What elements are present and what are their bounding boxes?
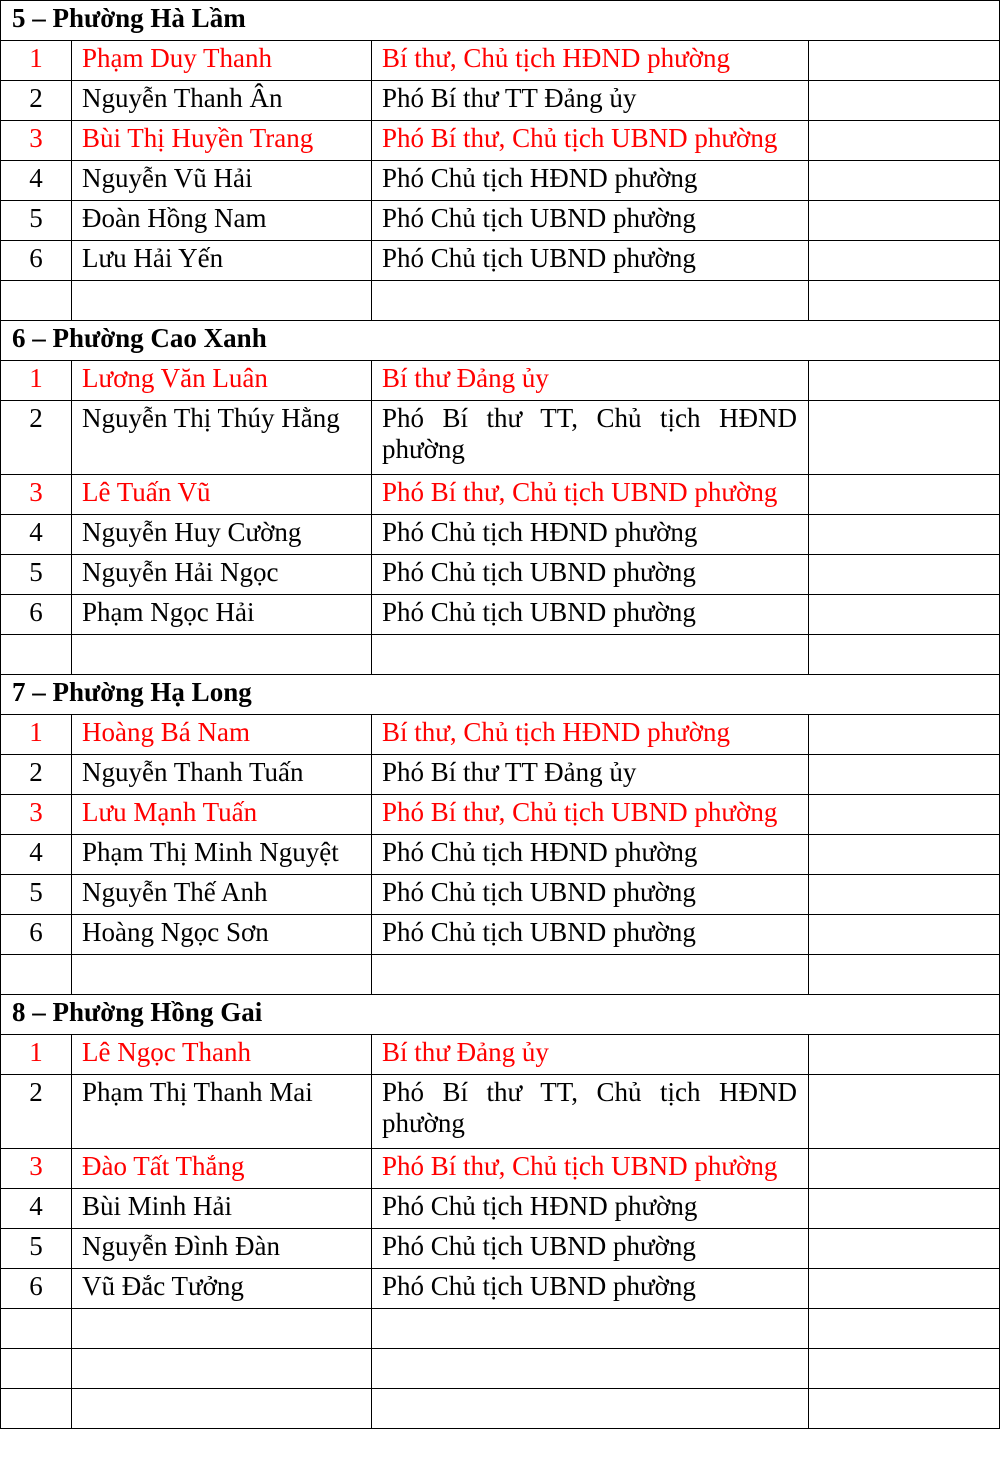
official-name	[72, 795, 372, 835]
note-cell	[809, 555, 1000, 595]
note-cell-text	[819, 955, 989, 957]
note-cell-text	[819, 161, 989, 163]
official-position	[372, 1309, 809, 1349]
official-position	[372, 1349, 809, 1389]
official-name	[72, 361, 372, 401]
table-row	[1, 161, 1000, 201]
note-cell	[809, 1149, 1000, 1189]
note-cell-text	[819, 281, 989, 283]
row-number-text: 5	[29, 203, 43, 233]
official-name-text: Nguyễn Đình Đàn	[82, 1231, 280, 1261]
official-name-text: Phạm Duy Thanh	[82, 43, 272, 73]
official-name	[72, 715, 372, 755]
official-position	[372, 915, 809, 955]
official-name	[72, 241, 372, 281]
official-name-text: Hoàng Bá Nam	[82, 717, 250, 747]
table-row	[1, 635, 1000, 675]
official-position-text: Phó Bí thư, Chủ tịch UBND phường	[382, 123, 778, 153]
official-position-text: Phó Chủ tịch UBND phường	[382, 557, 696, 587]
note-cell	[809, 915, 1000, 955]
section-header-row	[1, 995, 1000, 1035]
official-position-text: Bí thư Đảng ủy	[382, 1037, 549, 1067]
official-name-text	[82, 281, 361, 283]
row-number-text: 2	[29, 757, 43, 787]
row-number	[1, 555, 72, 595]
official-position-text: Phó Chủ tịch HĐND phường	[382, 163, 698, 193]
row-number-text: 3	[29, 797, 43, 827]
official-name	[72, 635, 372, 675]
note-cell	[809, 955, 1000, 995]
table-row	[1, 715, 1000, 755]
official-position	[372, 81, 809, 121]
official-name-text: Bùi Thị Huyền Trang	[82, 123, 314, 153]
note-cell-text	[819, 1349, 989, 1351]
official-position-text: Phó Chủ tịch UBND phường	[382, 203, 696, 233]
note-cell	[809, 755, 1000, 795]
row-number	[1, 41, 72, 81]
note-cell	[809, 121, 1000, 161]
official-name-text: Đào Tất Thắng	[82, 1151, 245, 1181]
note-cell	[809, 1229, 1000, 1269]
official-position-text: Phó Bí thư TT Đảng ủy	[382, 83, 637, 113]
note-cell-text	[819, 201, 989, 203]
row-number	[1, 81, 72, 121]
table-row	[1, 875, 1000, 915]
row-number-text: 4	[29, 517, 43, 547]
official-position	[372, 281, 809, 321]
note-cell-text	[819, 1229, 989, 1231]
row-number-text	[1, 1389, 71, 1391]
note-cell	[809, 41, 1000, 81]
official-position-text: Phó Bí thư TT, Chủ tịch HĐND phường	[382, 403, 797, 464]
row-number-text: 2	[29, 83, 43, 113]
official-position	[372, 1035, 809, 1075]
note-cell-text	[819, 401, 989, 403]
official-position-text: Phó Chủ tịch UBND phường	[382, 877, 696, 907]
note-cell	[809, 161, 1000, 201]
section-title-text: 7 – Phường Hạ Long	[12, 677, 252, 707]
row-number-text: 6	[29, 597, 43, 627]
official-name	[72, 1149, 372, 1189]
official-name-text: Vũ Đắc Tưởng	[82, 1271, 244, 1301]
row-number	[1, 795, 72, 835]
row-number	[1, 401, 72, 475]
officials-table-body	[1, 1, 1000, 1429]
official-name	[72, 201, 372, 241]
official-position-text	[382, 1389, 797, 1391]
note-cell-text	[819, 1189, 989, 1191]
row-number-text	[1, 635, 71, 637]
section-title	[1, 1, 1000, 41]
row-number-text: 5	[29, 877, 43, 907]
official-name	[72, 515, 372, 555]
row-number-text	[1, 955, 71, 957]
table-row	[1, 281, 1000, 321]
official-name	[72, 401, 372, 475]
official-position-text: Bí thư Đảng ủy	[382, 363, 549, 393]
official-position	[372, 161, 809, 201]
official-name	[72, 1229, 372, 1269]
official-position-text: Phó Chủ tịch UBND phường	[382, 1271, 696, 1301]
official-position	[372, 835, 809, 875]
table-row	[1, 201, 1000, 241]
official-position-text: Phó Bí thư TT Đảng ủy	[382, 757, 637, 787]
row-number-text: 3	[29, 477, 43, 507]
note-cell-text	[819, 515, 989, 517]
official-name	[72, 81, 372, 121]
official-name-text: Lương Văn Luân	[82, 363, 268, 393]
official-position	[372, 475, 809, 515]
official-position-text: Phó Chủ tịch HĐND phường	[382, 837, 698, 867]
official-name	[72, 1389, 372, 1429]
note-cell-text	[819, 81, 989, 83]
table-row	[1, 1149, 1000, 1189]
table-row	[1, 1349, 1000, 1389]
official-position-text: Bí thư, Chủ tịch HĐND phường	[382, 43, 731, 73]
table-row	[1, 121, 1000, 161]
official-name-text: Bùi Minh Hải	[82, 1191, 233, 1221]
row-number-text	[1, 1349, 71, 1351]
official-position-text: Phó Bí thư, Chủ tịch UBND phường	[382, 477, 778, 507]
official-position	[372, 121, 809, 161]
row-number	[1, 515, 72, 555]
note-cell-text	[819, 1309, 989, 1311]
row-number	[1, 915, 72, 955]
note-cell-text	[819, 875, 989, 877]
table-row	[1, 1035, 1000, 1075]
table-row	[1, 755, 1000, 795]
official-name	[72, 875, 372, 915]
official-name-text: Nguyễn Vũ Hải	[82, 163, 253, 193]
official-name-text: Hoàng Ngọc Sơn	[82, 917, 269, 947]
official-name	[72, 1189, 372, 1229]
official-position-text: Phó Chủ tịch UBND phường	[382, 1231, 696, 1261]
row-number-text: 6	[29, 243, 43, 273]
note-cell	[809, 715, 1000, 755]
row-number	[1, 1075, 72, 1149]
row-number	[1, 835, 72, 875]
row-number	[1, 241, 72, 281]
table-row	[1, 1389, 1000, 1429]
official-position	[372, 875, 809, 915]
row-number	[1, 201, 72, 241]
table-row	[1, 1189, 1000, 1229]
table-row	[1, 1075, 1000, 1149]
note-cell	[809, 201, 1000, 241]
row-number	[1, 1229, 72, 1269]
note-cell-text	[819, 715, 989, 717]
section-title-text: 8 – Phường Hồng Gai	[12, 997, 263, 1027]
official-name-text: Phạm Thị Minh Nguyệt	[82, 837, 339, 867]
official-position	[372, 1269, 809, 1309]
note-cell-text	[819, 635, 989, 637]
official-position-text: Phó Chủ tịch UBND phường	[382, 597, 696, 627]
official-position-text: Phó Bí thư, Chủ tịch UBND phường	[382, 1151, 778, 1181]
official-name	[72, 281, 372, 321]
official-name	[72, 1075, 372, 1149]
official-position	[372, 1229, 809, 1269]
note-cell-text	[819, 1075, 989, 1077]
table-row	[1, 81, 1000, 121]
table-row	[1, 915, 1000, 955]
row-number-text: 3	[29, 123, 43, 153]
row-number	[1, 475, 72, 515]
note-cell-text	[819, 475, 989, 477]
official-position	[372, 755, 809, 795]
official-position-text: Phó Bí thư, Chủ tịch UBND phường	[382, 797, 778, 827]
row-number-text: 5	[29, 1231, 43, 1261]
note-cell	[809, 515, 1000, 555]
official-name-text: Nguyễn Huy Cường	[82, 517, 302, 547]
note-cell	[809, 1309, 1000, 1349]
official-position-text	[382, 955, 797, 957]
table-row	[1, 835, 1000, 875]
row-number-text: 5	[29, 557, 43, 587]
note-cell	[809, 401, 1000, 475]
official-name-text	[82, 1389, 361, 1391]
official-name-text	[82, 635, 361, 637]
table-row	[1, 955, 1000, 995]
section-header-row	[1, 675, 1000, 715]
row-number-text: 1	[29, 363, 43, 393]
row-number-text: 1	[29, 1037, 43, 1067]
official-name	[72, 835, 372, 875]
row-number	[1, 1389, 72, 1429]
note-cell	[809, 635, 1000, 675]
note-cell	[809, 1035, 1000, 1075]
table-row	[1, 475, 1000, 515]
official-position	[372, 201, 809, 241]
note-cell-text	[819, 595, 989, 597]
table-row	[1, 1269, 1000, 1309]
table-row	[1, 401, 1000, 475]
row-number-text	[1, 1309, 71, 1311]
row-number	[1, 715, 72, 755]
table-row	[1, 595, 1000, 635]
official-position	[372, 515, 809, 555]
section-header-row	[1, 321, 1000, 361]
official-name-text: Lưu Hải Yến	[82, 243, 224, 273]
table-row	[1, 41, 1000, 81]
official-name	[72, 41, 372, 81]
official-position-text	[382, 1349, 797, 1351]
row-number-text: 4	[29, 837, 43, 867]
official-name-text: Lưu Mạnh Tuấn	[82, 797, 258, 827]
official-name-text	[82, 955, 361, 957]
section-title-text: 5 – Phường Hà Lầm	[12, 3, 246, 33]
note-cell-text	[819, 1035, 989, 1037]
section-header-row	[1, 1, 1000, 41]
section-title	[1, 321, 1000, 361]
official-position	[372, 795, 809, 835]
row-number	[1, 281, 72, 321]
row-number	[1, 361, 72, 401]
row-number-text: 4	[29, 163, 43, 193]
official-position	[372, 595, 809, 635]
official-position-text: Bí thư, Chủ tịch HĐND phường	[382, 717, 731, 747]
row-number-text: 4	[29, 1191, 43, 1221]
row-number-text: 6	[29, 1271, 43, 1301]
row-number	[1, 635, 72, 675]
official-name-text: Phạm Thị Thanh Mai	[82, 1077, 313, 1107]
table-row	[1, 241, 1000, 281]
official-name-text: Nguyễn Thị Thúy Hằng	[82, 403, 340, 433]
official-name-text	[82, 1309, 361, 1311]
note-cell-text	[819, 755, 989, 757]
official-name	[72, 475, 372, 515]
official-position	[372, 1389, 809, 1429]
official-position-text	[382, 635, 797, 637]
official-position	[372, 401, 809, 475]
row-number-text: 2	[29, 403, 43, 433]
row-number	[1, 1149, 72, 1189]
official-position	[372, 635, 809, 675]
official-position-text	[382, 281, 797, 283]
table-row	[1, 515, 1000, 555]
section-title-text: 6 – Phường Cao Xanh	[12, 323, 267, 353]
official-name	[72, 955, 372, 995]
official-name-text: Nguyễn Thanh Ân	[82, 83, 283, 113]
note-cell-text	[819, 835, 989, 837]
official-name	[72, 915, 372, 955]
note-cell-text	[819, 915, 989, 917]
note-cell	[809, 475, 1000, 515]
note-cell	[809, 835, 1000, 875]
official-name	[72, 1269, 372, 1309]
note-cell-text	[819, 241, 989, 243]
note-cell-text	[819, 795, 989, 797]
note-cell-text	[819, 555, 989, 557]
official-position-text: Phó Chủ tịch UBND phường	[382, 243, 696, 273]
official-name	[72, 161, 372, 201]
row-number-text: 1	[29, 43, 43, 73]
official-position	[372, 41, 809, 81]
note-cell-text	[819, 41, 989, 43]
row-number	[1, 161, 72, 201]
note-cell	[809, 795, 1000, 835]
row-number	[1, 121, 72, 161]
note-cell	[809, 595, 1000, 635]
row-number-text: 6	[29, 917, 43, 947]
note-cell	[809, 81, 1000, 121]
official-position-text	[382, 1309, 797, 1311]
official-position	[372, 1149, 809, 1189]
row-number	[1, 1035, 72, 1075]
official-name-text: Lê Tuấn Vũ	[82, 477, 211, 507]
official-position	[372, 555, 809, 595]
row-number	[1, 595, 72, 635]
note-cell-text	[819, 121, 989, 123]
official-name-text: Nguyễn Thế Anh	[82, 877, 268, 907]
section-title	[1, 995, 1000, 1035]
table-row	[1, 795, 1000, 835]
row-number-text	[1, 281, 71, 283]
official-name-text: Lê Ngọc Thanh	[82, 1037, 251, 1067]
row-number-text: 3	[29, 1151, 43, 1181]
note-cell	[809, 875, 1000, 915]
official-name	[72, 1035, 372, 1075]
official-position-text: Phó Chủ tịch HĐND phường	[382, 517, 698, 547]
table-row	[1, 1309, 1000, 1349]
official-name-text: Phạm Ngọc Hải	[82, 597, 255, 627]
note-cell	[809, 241, 1000, 281]
official-name-text: Đoàn Hồng Nam	[82, 203, 267, 233]
row-number-text: 2	[29, 1077, 43, 1107]
table-row	[1, 361, 1000, 401]
section-title	[1, 675, 1000, 715]
row-number	[1, 1189, 72, 1229]
official-name	[72, 555, 372, 595]
official-position-text: Phó Bí thư TT, Chủ tịch HĐND phường	[382, 1077, 797, 1138]
official-name	[72, 1309, 372, 1349]
row-number	[1, 955, 72, 995]
official-position	[372, 1189, 809, 1229]
official-name-text: Nguyễn Thanh Tuấn	[82, 757, 304, 787]
official-name	[72, 755, 372, 795]
official-name	[72, 1349, 372, 1389]
official-name	[72, 595, 372, 635]
note-cell-text	[819, 1149, 989, 1151]
row-number	[1, 1349, 72, 1389]
row-number	[1, 1269, 72, 1309]
row-number-text: 1	[29, 717, 43, 747]
note-cell	[809, 1075, 1000, 1149]
note-cell	[809, 1189, 1000, 1229]
row-number	[1, 755, 72, 795]
official-position	[372, 361, 809, 401]
official-position	[372, 1075, 809, 1149]
note-cell	[809, 1349, 1000, 1389]
table-row	[1, 1229, 1000, 1269]
official-position-text: Phó Chủ tịch HĐND phường	[382, 1191, 698, 1221]
official-position	[372, 241, 809, 281]
official-position-text: Phó Chủ tịch UBND phường	[382, 917, 696, 947]
note-cell	[809, 1269, 1000, 1309]
row-number	[1, 1309, 72, 1349]
official-name-text	[82, 1349, 361, 1351]
note-cell	[809, 281, 1000, 321]
row-number	[1, 875, 72, 915]
official-position	[372, 715, 809, 755]
table-row	[1, 555, 1000, 595]
note-cell-text	[819, 1269, 989, 1271]
note-cell-text	[819, 1389, 989, 1391]
official-position	[372, 955, 809, 995]
official-name	[72, 121, 372, 161]
note-cell-text	[819, 361, 989, 363]
note-cell	[809, 361, 1000, 401]
note-cell	[809, 1389, 1000, 1429]
official-name-text: Nguyễn Hải Ngọc	[82, 557, 279, 587]
